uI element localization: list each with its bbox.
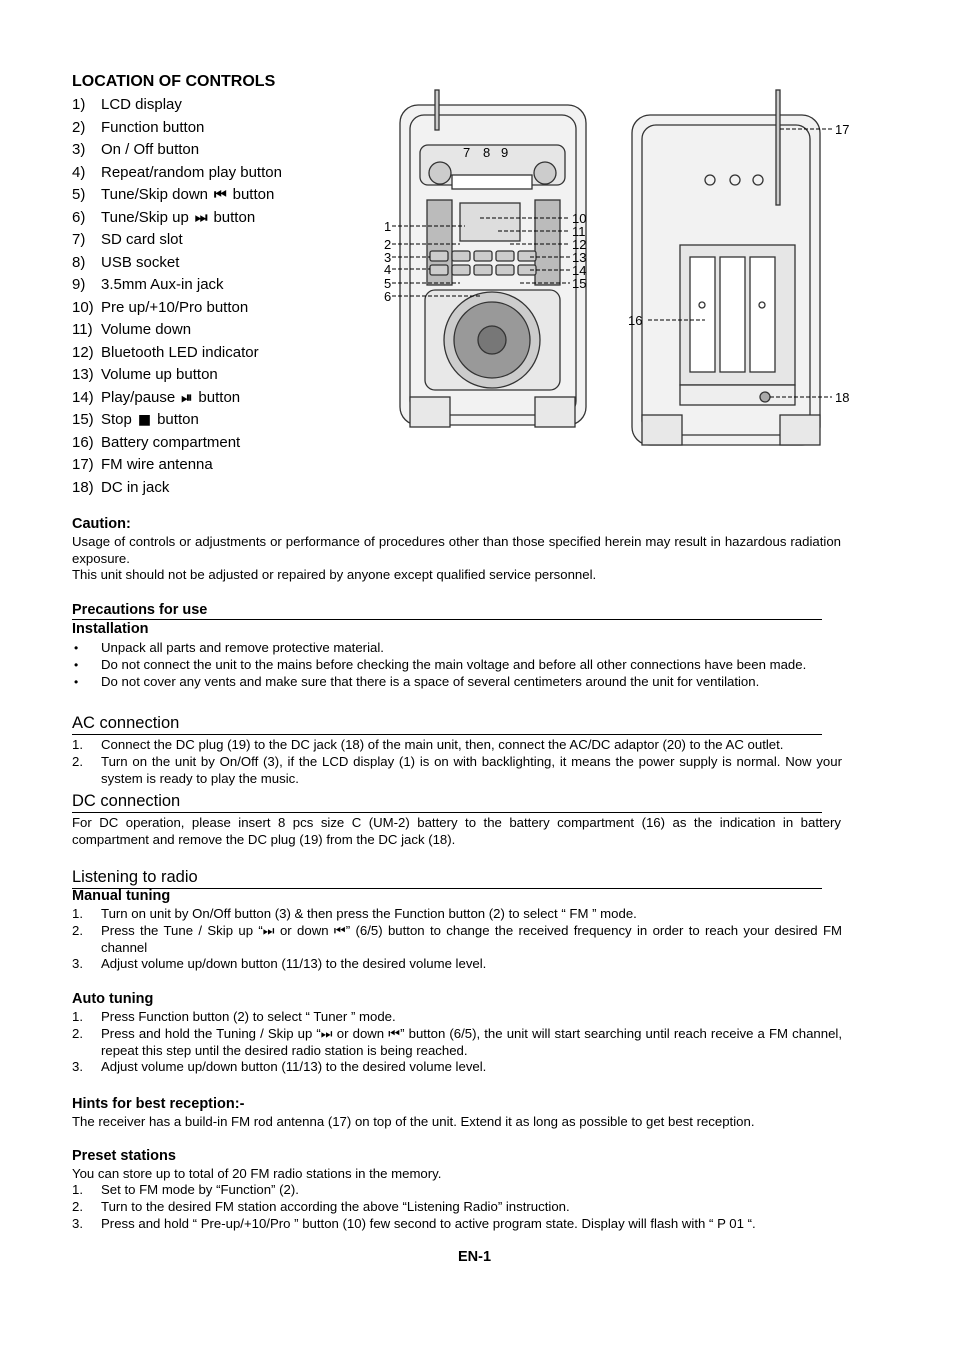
control-item: [72, 319, 372, 342]
label-6: 6: [384, 289, 392, 304]
list-item-text: Turn on the unit by On/Off (3), if the LCD display (1) is on with backlighting, it means the power supply is normal. Now your system is ready to play the music.: [101, 753, 842, 786]
list-item-text: Do not cover any vents and make sure that there is a space of several centimeters around the unit for ventilation.: [101, 673, 760, 689]
control-item: [72, 94, 372, 117]
list-number: 3.: [72, 956, 83, 972]
list-item-text: Press and hold “ Pre-up/+10/Pro ” button (10) few second to active program state. Display will flash with “ P 01 “.: [101, 1215, 756, 1231]
back-view: [632, 90, 820, 445]
control-label: SD card slot: [101, 231, 183, 248]
label-5: 5: [384, 276, 392, 291]
control-label: USB socket: [101, 253, 180, 271]
label-12: 12: [572, 237, 587, 252]
bullet-icon: •: [74, 674, 79, 689]
list-item-text: Adjust volume up/down button (11/13) to the desired volume level.: [101, 956, 487, 972]
precautions-heading: Precautions for use: [72, 602, 822, 620]
control-number: 6): [72, 208, 86, 226]
label-14: 14: [572, 263, 587, 278]
control-number: 2): [72, 118, 86, 136]
list-item: [72, 1026, 842, 1060]
label-15: 15: [572, 276, 587, 291]
installation-heading: Installation: [72, 621, 149, 637]
control-label: Battery compartment: [101, 433, 241, 451]
label-2: 2: [384, 237, 392, 252]
control-number: 7): [72, 231, 86, 248]
bullet-icon: •: [74, 641, 79, 655]
unit-diagram: [380, 85, 860, 450]
control-label: Tune/Skip down: [101, 186, 209, 203]
control-item: [72, 184, 372, 207]
control-number: 16): [72, 433, 94, 451]
control-number: 15): [72, 411, 94, 428]
manual-tuning-heading: Manual tuning: [72, 888, 171, 904]
control-suffix: button: [198, 388, 241, 406]
caution-heading: Caution:: [72, 516, 131, 532]
control-item: [72, 117, 372, 140]
caution-text-1: Usage of controls or adjustments or performance of procedures other than those specified herein may result in hazardous radiation exposure.: [72, 534, 841, 566]
bullet-icon: •: [74, 657, 79, 672]
control-number: 10): [72, 298, 94, 316]
skip-back-icon: ⏮: [214, 187, 227, 203]
list-item: [72, 923, 842, 957]
control-label: Stop: [101, 411, 132, 428]
auto-tuning-heading: Auto tuning: [72, 991, 154, 1007]
label-13: 13: [572, 250, 587, 265]
label-16: 16: [628, 313, 643, 328]
caution-text-2: This unit should not be adjusted or repaired by anyone except qualified service personnel.: [72, 567, 597, 582]
control-label: Volume up button: [101, 366, 218, 383]
label-18: 18: [835, 390, 850, 405]
list-number: 2.: [72, 922, 83, 938]
control-label: Repeat/random play button: [101, 163, 282, 181]
label-11: 11: [572, 224, 586, 239]
manual-tuning-list: [72, 906, 842, 973]
label-10: 10: [572, 211, 587, 226]
list-number: 2.: [72, 1198, 83, 1214]
control-suffix: button: [232, 186, 275, 203]
auto-tuning-list: [72, 1009, 842, 1076]
label-17: 17: [835, 122, 850, 137]
control-label: Volume down: [101, 321, 192, 338]
control-label: Bluetooth LED indicator: [101, 343, 259, 361]
preset-list: [72, 1182, 842, 1232]
list-item: [72, 657, 842, 674]
hints-heading: Hints for best reception:-: [72, 1096, 245, 1112]
list-item-text: Press the Tune / Skip up “⏭ or down ⏮” (6/5) button to change the received frequency in order to reach your desired FM channel: [101, 922, 842, 955]
label-1: 1: [384, 219, 392, 234]
control-number: 17): [72, 456, 94, 473]
list-item-text: Turn on unit by On/Off button (3) & then press the Function button (2) to select “ FM ” mode.: [101, 906, 637, 921]
list-item: [72, 906, 842, 923]
control-number: 18): [72, 478, 94, 496]
list-item: [72, 640, 842, 657]
control-number: 14): [72, 388, 94, 406]
list-item-text: Set to FM mode by “Function” (2).: [101, 1182, 299, 1197]
skip-forward-icon: ⏭: [194, 209, 208, 226]
control-number: 3): [72, 141, 86, 158]
control-label: LCD display: [101, 96, 182, 113]
control-label: Pre up/+10/Pro button: [101, 298, 249, 316]
control-item: [72, 207, 372, 230]
label-8: 8: [483, 145, 491, 160]
control-item: [72, 477, 372, 500]
control-suffix: button: [157, 411, 199, 428]
list-item-text: Unpack all parts and remove protective material.: [101, 640, 384, 655]
control-item: [72, 139, 372, 162]
control-number: 8): [72, 253, 86, 271]
list-number: 1.: [72, 1009, 83, 1024]
list-item-text: Press and hold the Tuning / Skip up “⏭ or down ⏮” button (6/5), the unit will start searching until reach receive a FM channel, repeat this step until the desired radio station is being reached.: [101, 1025, 842, 1058]
control-item: [72, 454, 372, 477]
control-label: 3.5mm Aux-in jack: [101, 276, 224, 293]
control-label: FM wire antenna: [101, 456, 213, 473]
controls-list: [72, 94, 372, 499]
list-item: [72, 754, 842, 788]
list-item: [72, 1009, 842, 1026]
label-4: 4: [384, 262, 392, 277]
list-item: [72, 674, 842, 691]
list-item-text: Press Function button (2) to select “ Tuner ” mode.: [101, 1009, 396, 1024]
ac-connection-heading: AC connection: [72, 714, 822, 735]
control-number: 5): [72, 186, 86, 203]
list-number: 3.: [72, 1059, 83, 1075]
list-number: 1.: [72, 737, 83, 752]
list-item-text: Adjust volume up/down button (11/13) to the desired volume level.: [101, 1059, 487, 1075]
list-item-text: Do not connect the unit to the mains before checking the main voltage and before all other connections have been made.: [101, 656, 807, 672]
page-title: LOCATION OF CONTROLS: [72, 73, 276, 90]
control-suffix: button: [213, 208, 256, 226]
list-item-text: Connect the DC plug (19) to the DC jack (18) of the main unit, then, connect the AC/DC adaptor (20) to the AC outlet.: [101, 737, 784, 752]
control-label: DC in jack: [101, 478, 170, 496]
control-number: 11): [72, 321, 93, 338]
control-item: [72, 387, 372, 410]
control-number: 12): [72, 343, 94, 361]
list-number: 1.: [72, 906, 83, 921]
control-item: [72, 409, 372, 432]
installation-list: [72, 640, 842, 690]
listening-radio-heading: Listening to radio: [72, 868, 822, 889]
control-number: 1): [72, 96, 86, 113]
list-item: [72, 737, 842, 754]
list-number: 1.: [72, 1182, 83, 1197]
preset-heading: Preset stations: [72, 1148, 176, 1164]
label-3: 3: [384, 250, 392, 265]
dc-connection-heading: DC connection: [72, 792, 822, 813]
control-label: On / Off button: [101, 141, 200, 158]
play-pause-icon: ⏯: [181, 389, 193, 406]
list-item: [72, 1182, 842, 1199]
preset-intro: You can store up to total of 20 FM radio stations in the memory.: [72, 1166, 442, 1181]
page-number: EN-1: [458, 1249, 492, 1265]
control-number: 13): [72, 366, 94, 383]
hints-text: The receiver has a build-in FM rod antenna (17) on top of the unit. Extend it as long as possible to get best reception.: [72, 1114, 755, 1129]
control-item: [72, 432, 372, 455]
list-number: 3.: [72, 1215, 83, 1231]
control-item: [72, 342, 372, 365]
list-item: [72, 1199, 842, 1216]
control-item: [72, 274, 372, 297]
control-label: Play/pause: [101, 388, 176, 406]
control-item: [72, 162, 372, 185]
list-item: [72, 1059, 842, 1076]
control-label: Tune/Skip up: [101, 208, 189, 226]
control-item: [72, 229, 372, 252]
front-view: [400, 90, 586, 427]
ac-connection-list: [72, 737, 842, 787]
list-item: [72, 1216, 842, 1233]
control-item: [72, 252, 372, 275]
dc-connection-text: For DC operation, please insert 8 pcs size C (UM-2) battery to the battery compartment (16) as the indication in battery compartment and remove the DC plug (19) from the DC jack (18).: [72, 815, 841, 847]
control-label: Function button: [101, 118, 205, 136]
list-number: 2.: [72, 753, 83, 769]
stop-icon: ■: [137, 412, 152, 428]
list-number: 2.: [72, 1025, 83, 1041]
label-7: 7: [463, 145, 471, 160]
control-number: 4): [72, 163, 86, 181]
control-item: [72, 297, 372, 320]
list-item: [72, 956, 842, 973]
control-item: [72, 364, 372, 387]
label-9: 9: [501, 145, 509, 160]
list-item-text: Turn to the desired FM station according the above “Listening Radio” instruction.: [101, 1198, 570, 1214]
control-number: 9): [72, 276, 86, 293]
